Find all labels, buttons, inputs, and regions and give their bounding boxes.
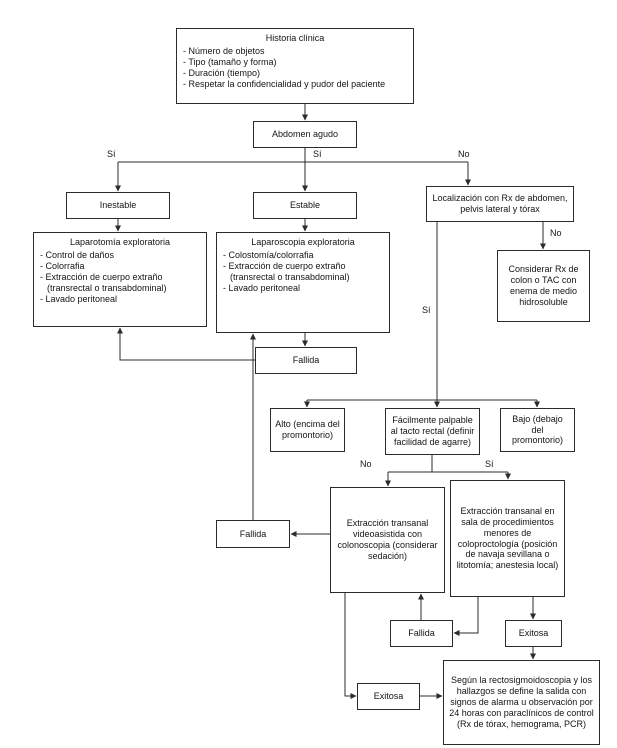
node-laparotomia-item: - Lavado peritoneal bbox=[40, 293, 118, 304]
node-salida-rectosigmoidoscopia: Según la rectosigmoidoscopia y los hallazgos se define la salida con signos de alarma u observación por 24 horas con paraclínicos de control (Rx de tórax, hemograma, PCR) bbox=[443, 660, 600, 745]
edge-label-si-palpable: Sí bbox=[485, 459, 494, 469]
node-estable: Estable bbox=[253, 192, 357, 219]
node-fallida-videoasistida: Fallida bbox=[216, 520, 290, 548]
edge-label-si-localizacion: Sí bbox=[422, 305, 431, 315]
node-exitosa-sala: Exitosa bbox=[505, 620, 562, 647]
node-laparotomia-title: Laparotomía exploratoria bbox=[69, 237, 171, 247]
node-historia-item: - Duración (tiempo) bbox=[183, 67, 261, 78]
node-laparoscopia-item: - Extracción de cuerpo extraño (transrectal o transabdominal) bbox=[223, 260, 350, 282]
node-historia-title: Historia clínica bbox=[265, 33, 325, 43]
edge-label-si-inestable: Sí bbox=[107, 149, 116, 159]
node-historia-item: - Respetar la confidencialidad y pudor del paciente bbox=[183, 78, 386, 89]
node-laparotomia-item: - Control de daños bbox=[40, 249, 115, 260]
node-extraccion-sala: Extracción transanal en sala de procedimientos menores de coloproctología (posición de navaja sevillana o litotomía; anestesia local) bbox=[450, 480, 565, 597]
node-alto-promontorio: Alto (encima del promontorio) bbox=[270, 408, 345, 452]
node-historia-clinica bbox=[176, 28, 414, 104]
node-facilmente-palpable: Fácilmente palpable al tacto rectal (definir facilidad de agarre) bbox=[385, 408, 480, 455]
node-laparoscopia-title: Laparoscopia exploratoria bbox=[251, 237, 355, 247]
node-localizacion-rx: Localización con Rx de abdomen, pelvis lateral y tórax bbox=[426, 186, 574, 222]
edge-label-si-estable: Sí bbox=[313, 149, 322, 159]
node-laparotomia-item: - Colorrafia bbox=[40, 260, 85, 271]
node-fallida-laparoscopia: Fallida bbox=[255, 347, 357, 374]
edge-label-no-palpable: No bbox=[360, 459, 372, 469]
node-laparotomia-exploratoria bbox=[33, 232, 207, 327]
node-inestable: Inestable bbox=[66, 192, 170, 219]
node-extraccion-videoasistida: Extracción transanal videoasistida con colonoscopia (considerar sedación) bbox=[330, 487, 445, 593]
node-exitosa-videoasistida: Exitosa bbox=[357, 683, 420, 710]
node-historia-item: - Número de objetos bbox=[183, 45, 265, 56]
node-laparoscopia-item: - Lavado peritoneal bbox=[223, 282, 301, 293]
node-historia-item: - Tipo (tamaño y forma) bbox=[183, 56, 277, 67]
node-laparoscopia-item: - Colostomía/colorrafia bbox=[223, 249, 314, 260]
edge-label-no-abdomen: No bbox=[458, 149, 470, 159]
node-abdomen-agudo: Abdomen agudo bbox=[253, 121, 357, 148]
node-fallida-sala: Fallida bbox=[390, 620, 453, 647]
node-laparoscopia-exploratoria bbox=[216, 232, 390, 333]
node-laparotomia-item: - Extracción de cuerpo extraño (transrectal o transabdominal) bbox=[40, 271, 167, 293]
node-considerar-rx: Considerar Rx de colon o TAC con enema de medio hidrosoluble bbox=[497, 250, 590, 322]
node-bajo-promontorio: Bajo (debajo del promontorio) bbox=[500, 408, 575, 452]
edge-label-no-localizacion: No bbox=[550, 228, 562, 238]
